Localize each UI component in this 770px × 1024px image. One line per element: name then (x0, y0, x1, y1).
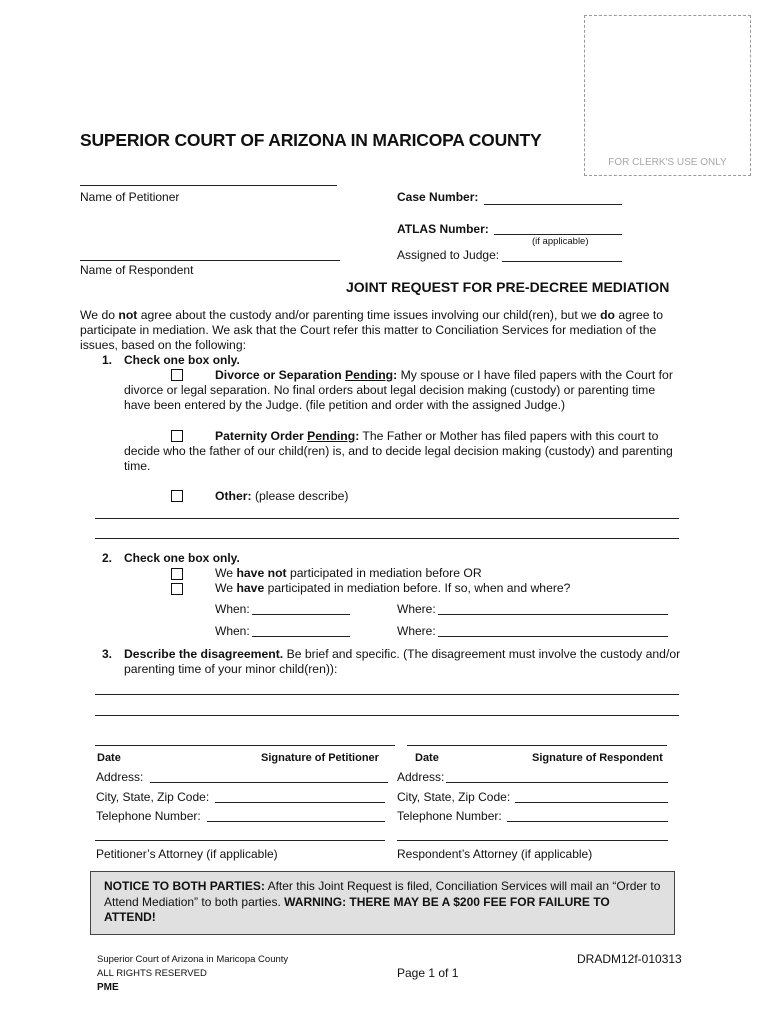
disagreement-line-2[interactable] (95, 715, 679, 716)
form-id: DRADM12f-010313 (577, 952, 682, 966)
respondent-label: Name of Respondent (80, 263, 194, 277)
footer-court: Superior Court of Arizona in Maricopa County (97, 954, 289, 965)
respondent-attorney-label: Respondent’s Attorney (if applicable) (397, 847, 593, 861)
section3-number: 3. (102, 647, 113, 661)
respondent-phone-label: Telephone Number: (397, 809, 502, 823)
judge-field[interactable] (502, 261, 622, 262)
section2-number: 2. (102, 551, 113, 565)
participated-checkbox[interactable] (171, 583, 183, 595)
court-title: SUPERIOR COURT OF ARIZONA IN MARICOPA COUNTY (80, 130, 542, 150)
divorce-pending-checkbox[interactable] (171, 369, 183, 381)
case-number-label: Case Number: (397, 190, 479, 204)
section1-number: 1. (102, 353, 113, 367)
respondent-phone-field[interactable] (507, 821, 668, 822)
petitioner-phone-label: Telephone Number: (96, 809, 201, 823)
not-participated-checkbox[interactable] (171, 568, 183, 580)
atlas-if-applicable: (if applicable) (532, 236, 589, 247)
petitioner-signature-line[interactable] (95, 745, 395, 746)
participated-label: We have participated in mediation before. If so, when and where? (215, 581, 571, 595)
respondent-signature-label: Signature of Respondent (532, 752, 663, 764)
other-checkbox[interactable] (171, 490, 183, 502)
petitioner-phone-field[interactable] (207, 821, 385, 822)
when-field-1[interactable] (252, 614, 350, 615)
respondent-city-label: City, State, Zip Code: (397, 790, 511, 804)
petitioner-name-line[interactable] (80, 185, 337, 186)
petitioner-attorney-label: Petitioner’s Attorney (if applicable) (96, 847, 278, 861)
form-title: JOINT REQUEST FOR PRE-DECREE MEDIATION (346, 279, 670, 295)
case-number-field[interactable] (484, 204, 622, 205)
respondent-city-field[interactable] (515, 802, 668, 803)
section1-heading: Check one box only. (124, 353, 240, 367)
petitioner-label: Name of Petitioner (80, 190, 180, 204)
atlas-number-label: ATLAS Number: (397, 222, 489, 236)
petitioner-city-field[interactable] (215, 802, 385, 803)
petitioner-signature-label: Signature of Petitioner (261, 752, 379, 764)
when-label-1: When: (215, 602, 250, 616)
intro-paragraph: We do not agree about the custody and/or parenting time issues involving our child(ren), but we do agree to participate in mediation. We ask that the Court refer this matter to Conciliation Services for mediation of the issues, based on the following: (80, 308, 664, 352)
notice-box: NOTICE TO BOTH PARTIES: After this Joint Request is filed, Conciliation Services will mail an “Order to Attend Mediation” to both parties. WARNING: THERE MAY BE A $200 FEE FOR FAILURE TO ATTEND! (90, 871, 675, 935)
judge-label: Assigned to Judge: (397, 248, 500, 262)
respondent-address-field[interactable] (446, 782, 668, 783)
clerk-use-box (584, 15, 751, 176)
atlas-number-field[interactable] (494, 234, 622, 235)
paternity-option-description: decide who the father of our child(ren) is, and to decide legal decision making (custody) and parenting time. (124, 444, 673, 473)
where-label-1: Where: (397, 602, 436, 616)
other-describe-line-1[interactable] (95, 518, 679, 519)
petitioner-address-field[interactable] (150, 782, 388, 783)
other-option-label: Other: (please describe) (215, 489, 349, 503)
respondent-signature-line[interactable] (407, 745, 667, 746)
clerk-use-label: FOR CLERK'S USE ONLY (608, 157, 727, 168)
disagreement-line-1[interactable] (95, 694, 679, 695)
when-label-2: When: (215, 624, 250, 638)
other-describe-line-2[interactable] (95, 538, 679, 539)
when-field-2[interactable] (252, 636, 350, 637)
petitioner-address-label: Address: (96, 770, 144, 784)
where-field-1[interactable] (438, 614, 668, 615)
respondent-date-label: Date (415, 752, 439, 764)
section3-text: Describe the disagreement. Be brief and specific. (The disagreement must involve the custody and/or parenting time of your minor child(ren)): (124, 647, 681, 676)
petitioner-city-label: City, State, Zip Code: (96, 790, 210, 804)
footer-code: PME (97, 982, 119, 993)
petitioner-attorney-line[interactable] (95, 840, 385, 841)
page-number: Page 1 of 1 (397, 966, 459, 980)
where-label-2: Where: (397, 624, 436, 638)
divorce-option-description: divorce or legal separation. No final orders about legal decision making (custody) or parenting time have been entered by the Judge. (file petition and order with the assigned Judge.) (124, 383, 656, 412)
respondent-attorney-line[interactable] (397, 840, 668, 841)
respondent-address-label: Address: (397, 770, 445, 784)
divorce-option-line1: Divorce or Separation Pending: My spouse or I have filed papers with the Court for (215, 368, 673, 382)
section2-heading: Check one box only. (124, 551, 240, 565)
not-participated-label: We have not participated in mediation before OR (215, 566, 482, 580)
paternity-option-line1: Paternity Order Pending: The Father or Mother has filed papers with this court to (215, 429, 659, 443)
footer-rights: ALL RIGHTS RESERVED (97, 968, 207, 979)
petitioner-date-label: Date (97, 752, 121, 764)
where-field-2[interactable] (438, 636, 668, 637)
respondent-name-line[interactable] (80, 260, 340, 261)
paternity-pending-checkbox[interactable] (171, 430, 183, 442)
